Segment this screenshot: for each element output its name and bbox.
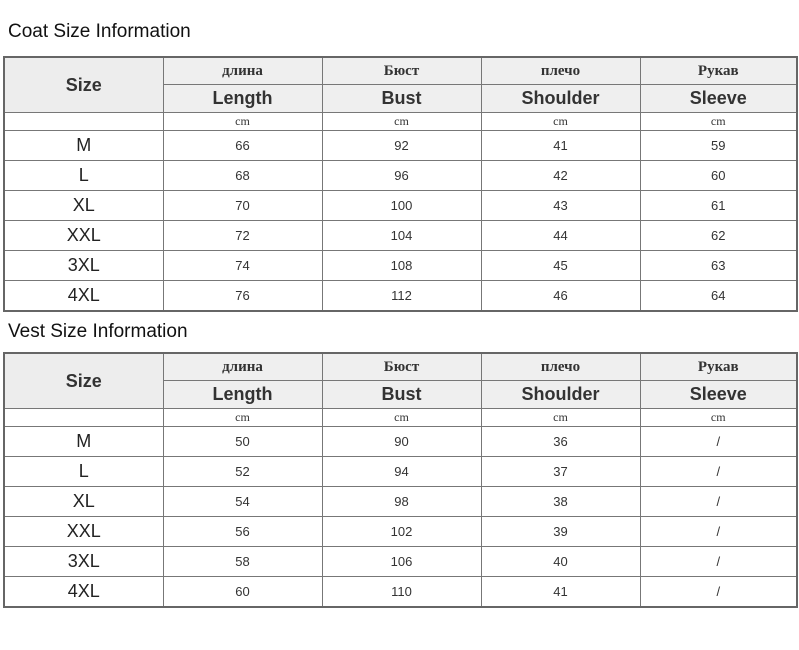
length-cell: 66 (163, 131, 322, 161)
size-column-header: Size (4, 353, 163, 409)
sleeve-unit: cm (640, 409, 797, 427)
size-column-header: Size (4, 57, 163, 113)
coat-size-table (3, 56, 798, 312)
table-row (4, 517, 797, 547)
sleeve-cell: 62 (640, 221, 797, 251)
shoulder-cell: 42 (481, 161, 640, 191)
bust-cell: 110 (322, 577, 481, 608)
shoulder-cell: 43 (481, 191, 640, 221)
sleeve-en-header: Sleeve (640, 85, 797, 113)
sleeve-cell: / (640, 517, 797, 547)
shoulder-en-header: Shoulder (481, 85, 640, 113)
shoulder-cell: 37 (481, 457, 640, 487)
shoulder-unit: cm (481, 409, 640, 427)
size-cell: 4XL (4, 281, 163, 312)
shoulder-unit: cm (481, 113, 640, 131)
length-unit: cm (163, 113, 322, 131)
length-ru-header: длина (163, 57, 322, 85)
sleeve-cell: / (640, 487, 797, 517)
sleeve-cell: 61 (640, 191, 797, 221)
sleeve-cell: 64 (640, 281, 797, 312)
sleeve-cell: / (640, 427, 797, 457)
sleeve-en-header: Sleeve (640, 381, 797, 409)
sleeve-cell: / (640, 547, 797, 577)
size-cell: XXL (4, 221, 163, 251)
length-ru-header: длина (163, 353, 322, 381)
table-row (4, 281, 797, 312)
shoulder-ru-header: плечо (481, 353, 640, 381)
bust-cell: 94 (322, 457, 481, 487)
bust-cell: 104 (322, 221, 481, 251)
shoulder-en-header: Shoulder (481, 381, 640, 409)
bust-cell: 96 (322, 161, 481, 191)
size-cell: 4XL (4, 577, 163, 608)
size-cell: XL (4, 191, 163, 221)
bust-ru-header: Бюст (322, 353, 481, 381)
sleeve-ru-header: Рукав (640, 353, 797, 381)
sleeve-unit: cm (640, 113, 797, 131)
sleeve-cell: 60 (640, 161, 797, 191)
table-row (4, 161, 797, 191)
shoulder-cell: 39 (481, 517, 640, 547)
size-cell: L (4, 161, 163, 191)
table-row (4, 221, 797, 251)
length-cell: 76 (163, 281, 322, 312)
shoulder-cell: 38 (481, 487, 640, 517)
length-cell: 50 (163, 427, 322, 457)
bust-cell: 92 (322, 131, 481, 161)
size-unit-cell (4, 113, 163, 131)
length-cell: 72 (163, 221, 322, 251)
bust-cell: 106 (322, 547, 481, 577)
shoulder-cell: 40 (481, 547, 640, 577)
length-cell: 70 (163, 191, 322, 221)
size-cell: L (4, 457, 163, 487)
length-cell: 56 (163, 517, 322, 547)
bust-unit: cm (322, 409, 481, 427)
header-row-russian (4, 353, 797, 381)
bust-cell: 98 (322, 487, 481, 517)
sleeve-ru-header: Рукав (640, 57, 797, 85)
length-cell: 68 (163, 161, 322, 191)
length-cell: 60 (163, 577, 322, 608)
length-en-header: Length (163, 381, 322, 409)
bust-cell: 112 (322, 281, 481, 312)
bust-cell: 102 (322, 517, 481, 547)
sleeve-cell: 63 (640, 251, 797, 281)
length-unit: cm (163, 409, 322, 427)
header-row-russian (4, 57, 797, 85)
shoulder-cell: 41 (481, 577, 640, 608)
bust-cell: 100 (322, 191, 481, 221)
unit-row (4, 113, 797, 131)
unit-row (4, 409, 797, 427)
bust-en-header: Bust (322, 381, 481, 409)
length-cell: 58 (163, 547, 322, 577)
table-row (4, 487, 797, 517)
size-cell: M (4, 427, 163, 457)
table-row (4, 191, 797, 221)
shoulder-cell: 44 (481, 221, 640, 251)
shoulder-ru-header: плечо (481, 57, 640, 85)
table-row (4, 131, 797, 161)
vest-section-title: Vest Size Information (8, 321, 188, 342)
size-unit-cell (4, 409, 163, 427)
sleeve-cell: / (640, 457, 797, 487)
coat-section-title: Coat Size Information (8, 21, 191, 42)
length-en-header: Length (163, 85, 322, 113)
size-cell: XL (4, 487, 163, 517)
table-row (4, 547, 797, 577)
shoulder-cell: 36 (481, 427, 640, 457)
size-cell: 3XL (4, 547, 163, 577)
table-row (4, 457, 797, 487)
table-row (4, 251, 797, 281)
shoulder-cell: 45 (481, 251, 640, 281)
bust-cell: 90 (322, 427, 481, 457)
bust-unit: cm (322, 113, 481, 131)
size-cell: M (4, 131, 163, 161)
table-row (4, 427, 797, 457)
shoulder-cell: 41 (481, 131, 640, 161)
bust-en-header: Bust (322, 85, 481, 113)
size-cell: XXL (4, 517, 163, 547)
size-cell: 3XL (4, 251, 163, 281)
sleeve-cell: 59 (640, 131, 797, 161)
bust-cell: 108 (322, 251, 481, 281)
length-cell: 74 (163, 251, 322, 281)
table-row (4, 577, 797, 608)
vest-size-table (3, 352, 798, 608)
length-cell: 54 (163, 487, 322, 517)
sleeve-cell: / (640, 577, 797, 608)
bust-ru-header: Бюст (322, 57, 481, 85)
shoulder-cell: 46 (481, 281, 640, 312)
length-cell: 52 (163, 457, 322, 487)
